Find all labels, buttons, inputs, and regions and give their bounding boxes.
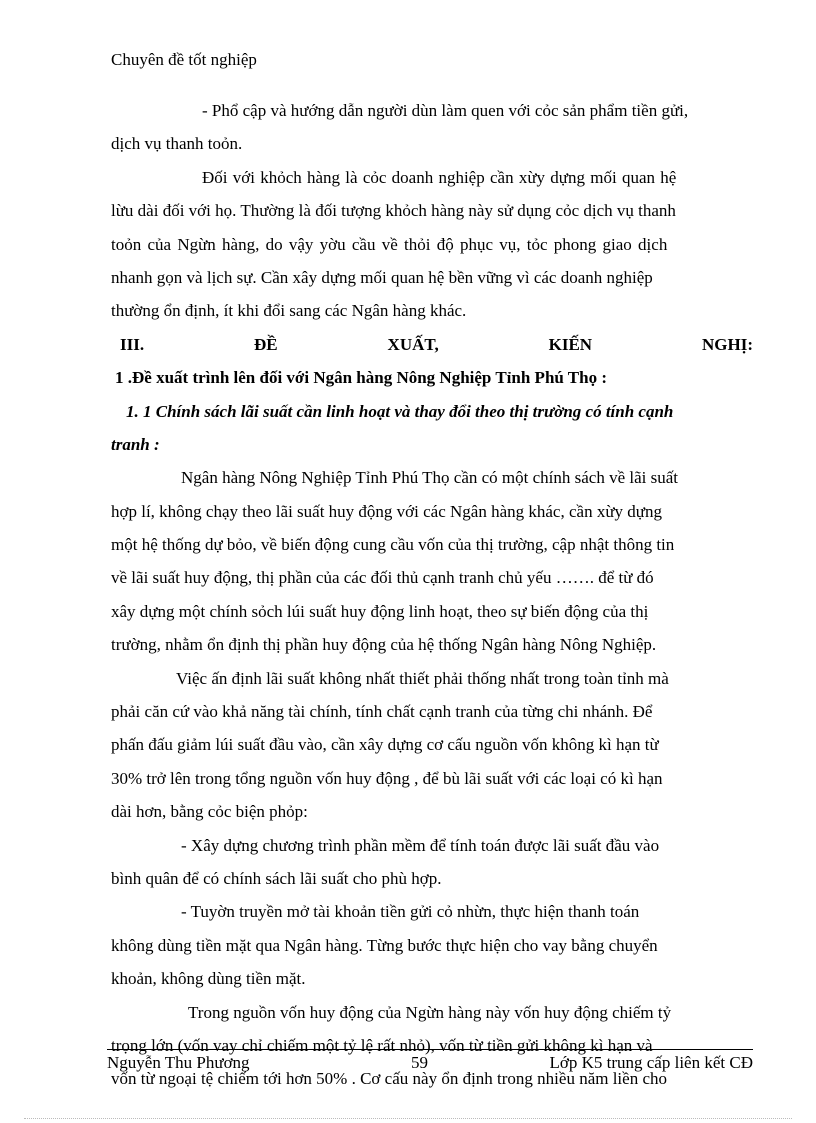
footer-divider: [107, 1049, 753, 1050]
paragraph-line: một hệ thống dự bỏo, về biến động cung cầu vốn của thị trường, cập nhật thông tin: [111, 535, 675, 555]
heading-word: XUẤT,: [387, 334, 439, 354]
paragraph-line: trường, nhằm ổn định thị phần huy động của hệ thống Ngân hàng Nông Nghiệp.: [111, 635, 657, 655]
document-body: [111, 94, 753, 1096]
section-heading: [111, 328, 753, 361]
paragraph-line: Trong nguồn vốn huy động của Ngừn hàng này vốn huy động chiếm tỷ: [188, 1002, 672, 1022]
paragraph-line: - Xây dựng chương trình phần mềm để tính toán được lãi suất đầu vào: [181, 835, 660, 855]
subsubsection-heading: 1. 1 Chính sách lãi suất cần linh hoạt và thay đổi theo thị trường có tính cạnh: [126, 401, 674, 421]
paragraph-line: Đối với khỏch hàng là cỏc doanh nghiệp cần xừy dựng mối quan hệ: [202, 167, 677, 187]
footer-class: Lớp K5 trung cấp liên kết CĐ: [549, 1053, 753, 1072]
paragraph-line: bình quân để có chính sách lãi suất cho phù hợp.: [111, 868, 442, 888]
paragraph-line: trọng lớn (vốn vay chỉ chiếm một tỷ lệ rất nhỏ), vốn từ tiền gửi không kì hạn và: [111, 1035, 653, 1055]
paragraph-line: toỏn của Ngừn hàng, do vậy yờu cầu về thỏi độ phục vụ, tỏc phong giao dịch: [111, 234, 668, 254]
footer-page-number: 59: [411, 1053, 429, 1072]
subsection-heading: 1 .Đề xuất trình lên đối với Ngân hàng Nông Nghiệp Tỉnh Phú Thọ :: [115, 368, 607, 388]
page-footer: [107, 1053, 753, 1073]
heading-word: ĐỀ: [254, 334, 278, 354]
footer-author: Nguyễn Thu Phương: [107, 1053, 250, 1072]
paragraph-line: nhanh gọn và lịch sự. Cần xây dựng mối quan hệ bền vững vì các doanh nghiệp: [111, 267, 653, 287]
paragraph-line: dài hơn, bằng cỏc biện phỏp:: [111, 802, 308, 822]
paragraph-line: khoản, không dùng tiền mặt.: [111, 969, 306, 989]
paragraph-line: lừu dài đối với họ. Thường là đối tượng khỏch hàng này sử dụng cỏc dịch vụ thanh: [111, 201, 676, 221]
paragraph-line: xây dựng một chính sỏch lúi suất huy động linh hoạt, theo sự biến động của thị: [111, 601, 649, 621]
paragraph-line: phải căn cứ vào khả năng tài chính, tính chất cạnh tranh của từng chi nhánh. Để: [111, 702, 653, 722]
paragraph-line: 30% trở lên trong tổng nguồn vốn huy động , để bù lãi suất với các loại có kì hạn: [111, 768, 663, 788]
paragraph-line: Ngân hàng Nông Nghiệp Tỉnh Phú Thọ cần có một chính sách về lãi suất: [181, 468, 679, 488]
paragraph-line: - Tuyờn truyền mở tài khoản tiền gửi cỏ nhừn, thực hiện thanh toán: [181, 902, 640, 922]
paragraph-line: về lãi suất huy động, thị phần của các đối thủ cạnh tranh chủ yếu ……. để từ đó: [111, 568, 654, 588]
page-edge: [24, 1118, 792, 1119]
paragraph-line: phấn đấu giảm lúi suất đầu vào, cần xây dựng cơ cấu nguồn vốn không kì hạn từ: [111, 735, 659, 755]
paragraph-line: hợp lí, không chạy theo lãi suất huy động với các Ngân hàng khác, cần xừy dựng: [111, 501, 662, 521]
heading-word: KIẾN: [548, 334, 593, 354]
paragraph-line: dịch vụ thanh toỏn.: [111, 134, 243, 154]
heading-numeral: III.: [120, 334, 145, 354]
paragraph-line: - Phổ cập và hướng dẫn người dùn làm quen với cỏc sản phẩm tiền gửi,: [202, 101, 689, 120]
paragraph-line: không dùng tiền mặt qua Ngân hàng. Từng bước thực hiện cho vay bằng chuyển: [111, 935, 658, 955]
paragraph-line: vốn từ ngoại tệ chiếm tới hơn 50% . Cơ cấu này ổn định trong nhiều năm liền cho: [111, 1069, 667, 1089]
subsubsection-heading-cont: tranh :: [111, 434, 160, 454]
page-header-title: Chuyên đề tốt nghiệp: [111, 50, 257, 69]
paragraph-line: thường ổn định, ít khi đổi sang các Ngân hàng khác.: [111, 301, 467, 321]
heading-word: NGHỊ:: [702, 334, 753, 354]
paragraph-line: Việc ấn định lãi suất không nhất thiết phải thống nhất trong toàn tỉnh mà: [176, 668, 669, 688]
